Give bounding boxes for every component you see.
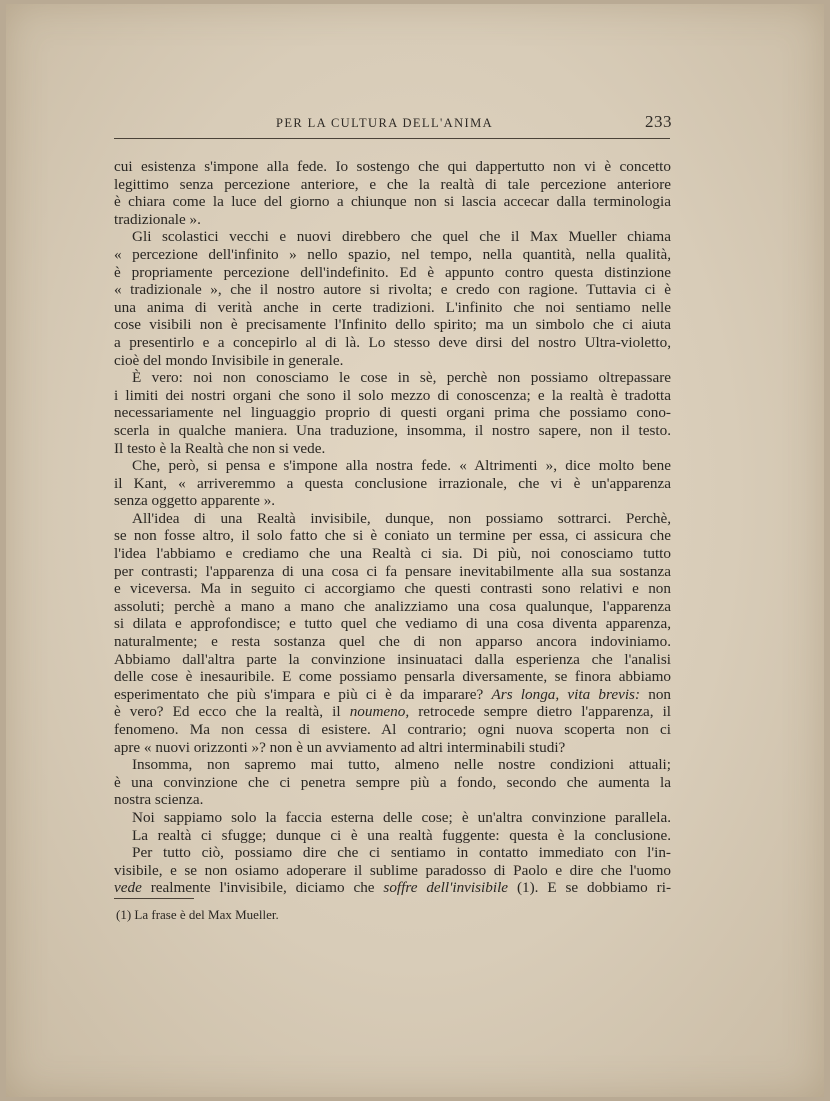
text-line: è chiara come la luce del giorno a chiunque non si lascia accecar dalla terminologia [114, 193, 671, 211]
page-header [112, 108, 672, 138]
text-line: È vero: noi non conosciamo le cose in sè, perchè non possiamo oltrepassare [132, 369, 671, 387]
text-line: a presentirlo e a concepirlo al di là. Lo stesso deve dirsi del nostro Ultra-violetto, [114, 333, 671, 351]
header-rule [114, 138, 670, 139]
text-line: assoluti; perchè a mano a mano che analizziamo una cosa qualunque, l'apparenza [114, 597, 671, 615]
text-line: Abbiamo dall'altra parte la convinzione insinuataci dalla esperienza che l'analisi [114, 650, 671, 668]
text-line: tradizionale ». [114, 210, 201, 228]
text-line: necessariamente nel linguaggio proprio di questi organi prima che possiamo cono- [114, 404, 671, 422]
text-line [114, 703, 671, 721]
italic-term: vede [114, 879, 142, 897]
text-line: naturalmente; e resta sostanza quel che di non apparso ancora indoviniamo. [114, 633, 671, 651]
text-line: i limiti dei nostri organi che sono il solo mezzo di conoscenza; e la realtà è tradotta [114, 386, 671, 404]
text-line: cose visibili non è precisamente l'Infinito dello spirito; ma un simbolo che ci aiuta [114, 316, 671, 334]
text-line: legittimo senza percezione anteriore, e che la realtà di tale percezione anteriore [114, 175, 671, 193]
text-line: apre « nuovi orizzonti »? non è un avviamento ad altri interminabili studi? [114, 738, 566, 756]
italic-term: noumeno, [349, 703, 410, 721]
text-fragment: non [648, 685, 671, 703]
text-line: Insomma, non sapremo mai tutto, almeno nelle nostre condizioni attuali; [132, 756, 671, 774]
text-line: è propriamente percezione dell'indefinito. Ed è appunto contro questa distinzione [114, 263, 671, 281]
text-line [114, 686, 671, 704]
text-fragment: retrocede sempre dietro l'apparenza, il [418, 703, 671, 721]
text-line: se non fosse altro, il solo fatto che si è coniato un termine per essa, ci assicura che [114, 527, 671, 545]
body-text [114, 158, 671, 897]
running-head: PER LA CULTURA DELL'ANIMA [276, 116, 494, 130]
text-line: visibile, e se non osiamo adoperare il sublime paradosso di Paolo e dire che l'uomo [114, 861, 671, 879]
text-line: è una convinzione che ci penetra sempre più a fondo, secondo che aumenta la [114, 773, 671, 791]
text-line: Per tutto ciò, possiamo dire che ci sentiamo in contatto immediato con l'in- [132, 844, 671, 862]
text-line: cui esistenza s'impone alla fede. Io sostengo che qui dappertutto non vi è concetto [114, 158, 671, 175]
text-line: una anima di verità anche in certe tradizioni. L'infinito che noi sentiamo nelle [114, 298, 671, 316]
text-line: nostra scienza. [114, 791, 204, 809]
text-line: Gli scolastici vecchi e nuovi direbbero che quel che il Max Mueller chiama [132, 228, 671, 246]
text-fragment: realmente l'invisibile, diciamo che [150, 879, 375, 897]
text-line: fenomeno. Ma non cessa di esistere. Al contrario; ogni nuova scoperta non ci [114, 721, 671, 738]
text-line: « percezione dell'infinito » nello spazio, nel tempo, nella quantità, nella qualità, [114, 245, 671, 263]
text-line: cioè del mondo Invisibile in generale. [114, 351, 344, 369]
text-line: e viceversa. Ma in seguito ci accorgiamo che questi contrasti sono relativi e non [114, 580, 671, 598]
footnote-rule [114, 898, 194, 899]
text-line: La realtà ci sfugge; dunque ci è una realtà fuggente: questa è la conclusione. [132, 826, 671, 844]
text-line: Che, però, si pensa e s'impone alla nostra fede. « Altrimenti », dice molto bene [132, 457, 671, 475]
text-line: scerla in qualche maniera. Una traduzione, insomma, il nostro sapere, non il testo. [114, 421, 671, 439]
italic-phrase: soffre dell'invisibile [383, 879, 509, 897]
page-number: 233 [645, 112, 672, 131]
footnote: (1) La frase è del Max Mueller. [116, 907, 279, 922]
text-line: si dilata e approfondisce; e tutto quel che vediamo di una cosa diventa apparenza, [114, 615, 671, 633]
text-line: l'idea l'abbiamo e crediamo che una Realtà ci sia. Di più, noi conosciamo tutto [114, 545, 671, 563]
text-fragment: (1). E se dobbiamo ri- [516, 879, 671, 897]
text-line: « tradizionale », che il nostro autore si rivolta; e credo con ragione. Tuttavia ci è [114, 281, 671, 299]
text-line: All'idea di una Realtà invisibile, dunque, non possiamo sottrarci. Perchè, [132, 509, 671, 527]
text-line: delle cose è inesauribile. E come possiamo pensarla diversamente, se finora abbiamo [114, 668, 671, 686]
text-line [114, 879, 671, 897]
text-line: il Kant, « arriveremmo a questa conclusione irrazionale, che vi è un'apparenza [114, 474, 671, 492]
text-line: Il testo è la Realtà che non si vede. [114, 439, 326, 457]
text-fragment: è vero? Ed ecco che la realtà, il [114, 703, 341, 721]
italic-phrase: Ars longa, vita brevis: [491, 685, 641, 703]
text-line: senza oggetto apparente ». [114, 492, 276, 510]
text-line: Noi sappiamo solo la faccia esterna delle cose; è un'altra convinzione parallela. [132, 808, 671, 826]
text-fragment: esperimentato che più s'impara e più ci è da imparare? [114, 685, 484, 703]
text-line: per contrasti; l'apparenza di una cosa ci fa pensare inevitabilmente alla sua sostanza [114, 562, 671, 580]
